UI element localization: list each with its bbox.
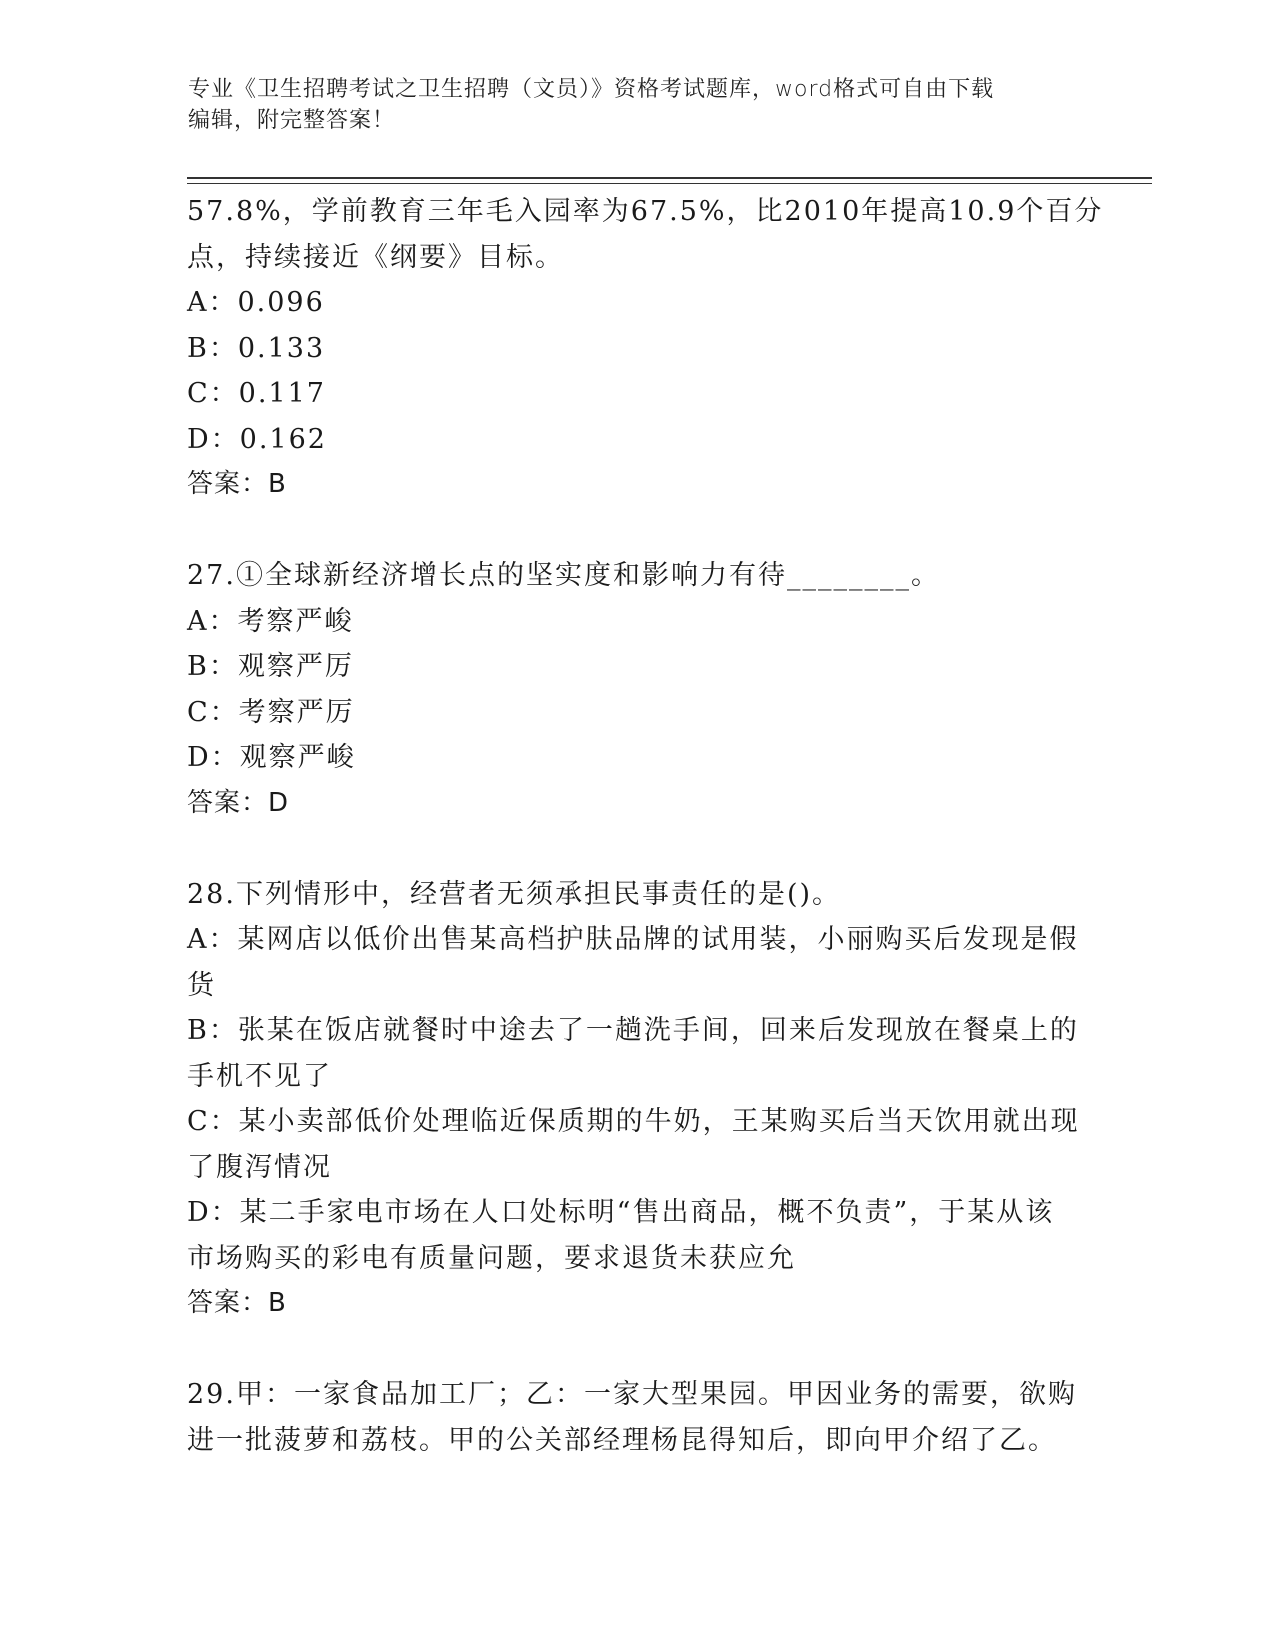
option-b-continued: 手机不见了 <box>187 1060 332 1092</box>
option-b: B：观察严厉 <box>187 651 354 682</box>
option-b: B：0.133 <box>187 332 326 364</box>
header-rule-thick <box>187 177 1152 179</box>
option-b: B：张某在饭店就餐时中途去了一趟洗手间，回来后发现放在餐桌上的 <box>187 1015 1079 1046</box>
option-c: C：0.117 <box>187 378 326 409</box>
option-a: A：某网店以低价出售某高档护肤品牌的试用装，小丽购买后发现是假 <box>187 924 1079 955</box>
question-stem-line: 29.甲：一家食品加工厂；乙：一家大型果园。甲因业务的需要，欲购 <box>187 1379 1077 1410</box>
option-d-continued: 市场购买的彩电有质量问题，要求退货未获应允 <box>187 1242 796 1274</box>
question-spacer <box>187 1327 1077 1373</box>
option-a: A：考察严峻 <box>187 605 354 637</box>
header-line-1: 专业《卫生招聘考试之卫生招聘（文员）》资格考试题库，word格式可自由下载 <box>188 77 995 102</box>
question-27 <box>187 553 1077 826</box>
option-c: C：考察严厉 <box>187 696 355 728</box>
question-29 <box>187 1372 1077 1463</box>
option-d: D：某二手家电市场在人口处标明“售出商品，概不负责”，于某从该 <box>187 1197 1055 1228</box>
question-previous <box>187 189 1104 508</box>
document-header <box>188 74 1068 136</box>
answer-line: 答案：B <box>187 469 287 499</box>
question-spacer <box>187 508 1077 554</box>
question-stem-line: 进一批菠萝和荔枝。甲的公关部经理杨昆得知后，即向甲介绍了乙。 <box>187 1424 1057 1456</box>
question-stem: 27.①全球新经济增长点的坚实度和影响力有待________。 <box>187 560 940 591</box>
option-d: D：0.162 <box>187 423 327 455</box>
option-c: C：某小卖部低价处理临近保质期的牛奶，王某购买后当天饮用就出现 <box>187 1106 1080 1137</box>
question-spacer <box>187 826 1077 872</box>
question-stem: 28.下列情形中，经营者无须承担民事责任的是()。 <box>187 878 842 910</box>
header-line-2: 编辑，附完整答案！ <box>188 108 396 133</box>
option-a: A：0.096 <box>187 287 325 318</box>
question-stem-line: 57.8%，学前教育三年毛入园率为67.5%，比2010年提高10.9个百分 <box>187 196 1104 227</box>
option-a-continued: 货 <box>187 969 216 1001</box>
option-d: D：观察严峻 <box>187 742 356 773</box>
question-28 <box>187 872 1080 1327</box>
answer-line: 答案：B <box>187 1288 287 1318</box>
document-body <box>187 189 1104 1463</box>
answer-line: 答案：D <box>187 787 290 818</box>
header-rule-thin <box>187 183 1152 184</box>
question-stem-line: 点，持续接近《纲要》目标。 <box>187 241 564 273</box>
option-c-continued: 了腹泻情况 <box>187 1151 332 1183</box>
